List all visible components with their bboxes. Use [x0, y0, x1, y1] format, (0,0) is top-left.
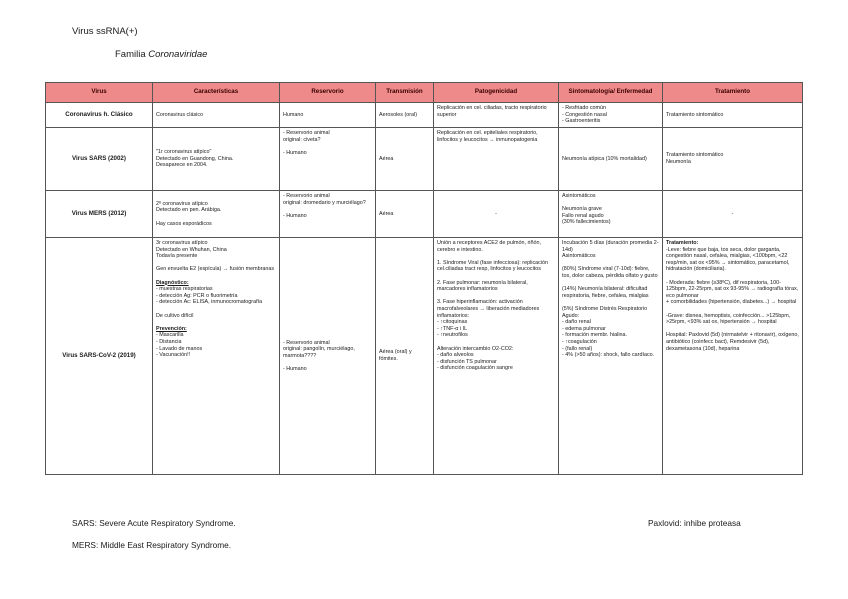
cell-reservorio	[280, 191, 376, 238]
cell-line: Detectado en Whuhan, China	[156, 246, 227, 253]
cell-line: - Vacunación!!	[156, 352, 191, 359]
cell-line: -	[495, 210, 497, 217]
cell-line: (80%) Síndrome viral (7-10d): fiebre, tos, dolor cabeza, pérdida olfato y gusto	[562, 266, 658, 279]
cell-line: - daño renal	[562, 319, 591, 326]
cell-line: - edema pulmonar	[562, 325, 606, 332]
cell-line: Prevención:	[156, 325, 187, 332]
cell-line	[562, 260, 659, 267]
cell-tratamiento	[663, 128, 803, 191]
cell-line	[283, 143, 372, 150]
heading: Virus ssRNA(+)	[72, 26, 138, 37]
cell-line: - Reservorio animal	[283, 130, 330, 136]
cell-line	[283, 359, 372, 366]
cell-transmision: Aérea	[376, 128, 434, 191]
cell-line: Detectado en Guandong, China.	[156, 155, 234, 162]
cell-line: original: civeta?	[283, 136, 321, 143]
cell-line	[156, 306, 276, 313]
cell-line	[666, 306, 799, 313]
cell-line: 2. Fase pulmonar: neumonía bilateral, marcadores inflamatorios	[437, 279, 528, 293]
cell-line: Hospital: Paxlovid (5d) (nirmatelvir + ritonavir), oxígeno, antibiótico (coinfecc bact), Remdesivir (5d), dexametasona (10d), heparina	[666, 332, 799, 352]
cell-line: Diagnóstico:	[156, 279, 189, 286]
cell-reservorio	[280, 103, 376, 128]
cell-line	[156, 273, 276, 280]
cell-line: - Mascarilla	[156, 332, 184, 339]
cell-line: - ↑citoquinas	[437, 319, 468, 326]
cell-sintomatologia	[559, 191, 663, 238]
cell-line: - muestras respiratorias	[156, 286, 213, 293]
cell-line	[437, 253, 555, 260]
cell-tratamiento	[663, 238, 803, 475]
cell-reservorio	[280, 128, 376, 191]
cell-line: - Lavado de manos	[156, 345, 203, 352]
cell-line: Neumonía	[666, 159, 691, 165]
col-tratamiento: Tratamiento	[663, 83, 803, 103]
cell-line: original: dromedario y murciélago?	[283, 199, 366, 206]
cell-line	[562, 280, 659, 287]
col-reservorio: Reservorio	[280, 83, 376, 103]
cell-line: -Grave: disnea, hemoptisis, coinfección... >125bpm, >25rpm, <93% sat ox, hipertensión → hospital	[666, 312, 791, 326]
footnote-sars: SARS: Severe Acute Respiratory Syndrome.	[72, 518, 236, 528]
cell-line: - Reservorio animal	[283, 193, 330, 199]
cell-transmision: Aerosoles (oral)	[376, 103, 434, 128]
cell-line: - ↑neutrofilos	[437, 332, 468, 339]
col-virus: Virus	[46, 83, 153, 103]
cell-patogenicidad	[434, 191, 559, 238]
cell-line: Alteración intercambio O2-CO2:	[437, 345, 514, 352]
cell-line: - Congestión nasal	[562, 111, 607, 118]
cell-line: Fallo renal agudo	[562, 212, 604, 219]
cell-line: Asintomáticos	[562, 253, 596, 260]
cell-line: 2º coronavirus atípico	[156, 200, 208, 207]
cell-line: Unión a receptores ACE2 de pulmón, riñón, cerebro e intestino.	[437, 240, 541, 253]
cell-reservorio	[280, 238, 376, 475]
cell-tratamiento	[663, 103, 803, 128]
cell-line: - ↑coagulación	[562, 338, 597, 345]
cell-line: - 4% (>50 años): shock, fallo cardíaco.	[562, 352, 655, 359]
cell-line: Hay casos esporádicos	[156, 220, 212, 227]
cell-line: Humano	[283, 111, 304, 118]
cell-caracteristicas	[153, 238, 280, 475]
cell-line: Detectado en pen. Arábiga.	[156, 207, 222, 214]
cell-line	[156, 260, 276, 267]
cell-caracteristicas	[153, 191, 280, 238]
cell-line	[437, 273, 555, 280]
cell-line: - Reservorio animal	[283, 339, 330, 346]
cell-line: - detección Ac: ELISA, inmunocromatografía	[156, 299, 263, 306]
cell-line: - Gastroenteritis	[562, 118, 601, 125]
cell-line: - disfunción TS pulmonar	[437, 358, 497, 365]
cell-line: Coronavirus clásico	[156, 111, 204, 118]
footnote-paxlovid: Paxlovid: inhibe proteasa	[648, 518, 741, 528]
cell-line	[156, 319, 276, 326]
cell-tratamiento	[663, 191, 803, 238]
family-name: Coronaviridae	[148, 49, 208, 60]
table-row	[46, 128, 803, 191]
col-transmision: Transmisión	[376, 83, 434, 103]
cell-line: - daño alveolos	[437, 352, 474, 359]
table-row	[46, 238, 803, 475]
cell-line: - Humano	[283, 149, 307, 156]
cell-line: Neumonía grave	[562, 206, 602, 213]
cell-line: Asintomáticos	[562, 193, 596, 199]
cell-transmision: Aérea	[376, 191, 434, 238]
cell-virus: Coronavirus h. Clásico	[46, 103, 153, 128]
cell-line: (30% fallecimientos)	[562, 219, 611, 226]
cell-line	[666, 273, 799, 280]
cell-line: -	[731, 210, 734, 217]
cell-line: Replicación en cel. ciliadas, tracto respiratorio superior	[437, 105, 547, 118]
cell-patogenicidad	[434, 128, 559, 191]
family-line	[115, 49, 207, 60]
cell-line: (14%) Neumonía bilateral: dificultad respiratoria, fiebre, cefalea, mialgias	[562, 286, 649, 299]
footnote-mers: MERS: Middle East Respiratory Syndrome.	[72, 540, 232, 550]
cell-line: - formación membr. hialina.	[562, 332, 628, 339]
cell-line	[437, 339, 555, 346]
cell-line: - disfunción coagulación sangre	[437, 365, 513, 372]
table-header-row	[46, 83, 803, 103]
cell-sintomatologia	[559, 128, 663, 191]
cell-line: 3. Fase hiperinflamación: activación macrofalveolares → liberación mediadores inflamatorios:	[437, 299, 540, 319]
cell-line: (5%) Síndrome Distrés Respiratorio Agudo:	[562, 305, 648, 319]
cell-virus: Virus SARS (2002)	[46, 128, 153, 191]
cell-line: De cultivo difícil	[156, 312, 194, 319]
cell-line: - Distancia	[156, 338, 182, 345]
cell-line: Gen envuelta E2 (espícula) → fusión membranas	[156, 266, 275, 273]
cell-line: Todavía presente	[156, 253, 198, 260]
cell-line: Tratamiento sintomático	[666, 111, 724, 118]
cell-line: 1. Síndrome Viral (fase infecciosa): replicación cel.ciliadas tract resp, linfocitos y leucocitos	[437, 259, 549, 273]
col-sintomatologia: Sintomatología/ Enfermedad	[559, 83, 663, 103]
cell-line: marmota????	[283, 352, 317, 359]
cell-line: Incubación 5 días (duración promedia 2-14d)	[562, 240, 659, 253]
cell-line: "1r coronavirus atípico"	[156, 149, 212, 156]
cell-line: - Humano	[283, 365, 307, 372]
cell-patogenicidad	[434, 103, 559, 128]
cell-line: - Humano	[283, 212, 307, 219]
cell-virus: Virus SARS-CoV-2 (2019)	[46, 238, 153, 475]
cell-patogenicidad	[434, 238, 559, 475]
cell-line: Neumonía atípica (10% mortalidad)	[562, 155, 647, 162]
cell-line: 3r coronavirus atípico	[156, 240, 208, 246]
cell-virus: Virus MERS (2012)	[46, 191, 153, 238]
cell-line: original: pangolín, murciélago,	[283, 346, 355, 353]
cell-line	[437, 293, 555, 300]
cell-line: Tratamiento sintomático	[666, 152, 724, 159]
cell-line: Replicación en cel. epiteliales respiratorio, linfocitos y leucocitos → inmunopatogenia	[437, 130, 538, 143]
col-patogenicidad: Patogenicidad	[434, 83, 559, 103]
virus-table	[45, 82, 803, 475]
table-row	[46, 103, 803, 128]
cell-sintomatologia	[559, 238, 663, 475]
cell-line	[666, 326, 799, 333]
cell-line	[562, 200, 659, 207]
cell-line: - ↑TNF-α i IL	[437, 325, 468, 332]
cell-line: + comorbilidades (hipertensión, diabetes...) → hospital	[666, 299, 797, 306]
cell-line: Desaparece en 2004.	[156, 162, 208, 169]
cell-line	[562, 299, 659, 306]
cell-line: - detección Ag: PCR o fluorimetría	[156, 292, 238, 299]
cell-caracteristicas	[153, 128, 280, 191]
family-label: Familia	[115, 49, 149, 60]
cell-line: - Moderada: fiebre (≥38ºC), dif respiratoria, 100-125bpm, 22-25rpm, sat ox 93-95% → radiografía tórax, eco pulmonar	[666, 279, 799, 299]
cell-caracteristicas	[153, 103, 280, 128]
table-row	[46, 191, 803, 238]
cell-line: -Leve: fiebre que baja, tos seca, dolor garganta, congestión nasal, cefalea, mialgias, <100bpm, <22 resp/min, sat ox <95% → sintomático, paracetamol, hidratación (domiciliaria).	[666, 246, 790, 273]
cell-line	[283, 206, 372, 213]
cell-line	[156, 214, 276, 221]
cell-line: - Resfriado común	[562, 105, 607, 111]
cell-line: - (fallo renal)	[562, 345, 593, 352]
cell-line: Tratamiento:	[666, 240, 699, 246]
cell-transmision: Aérea (oral) y fómites.	[376, 238, 434, 475]
cell-sintomatologia	[559, 103, 663, 128]
col-caracteristicas: Características	[153, 83, 280, 103]
